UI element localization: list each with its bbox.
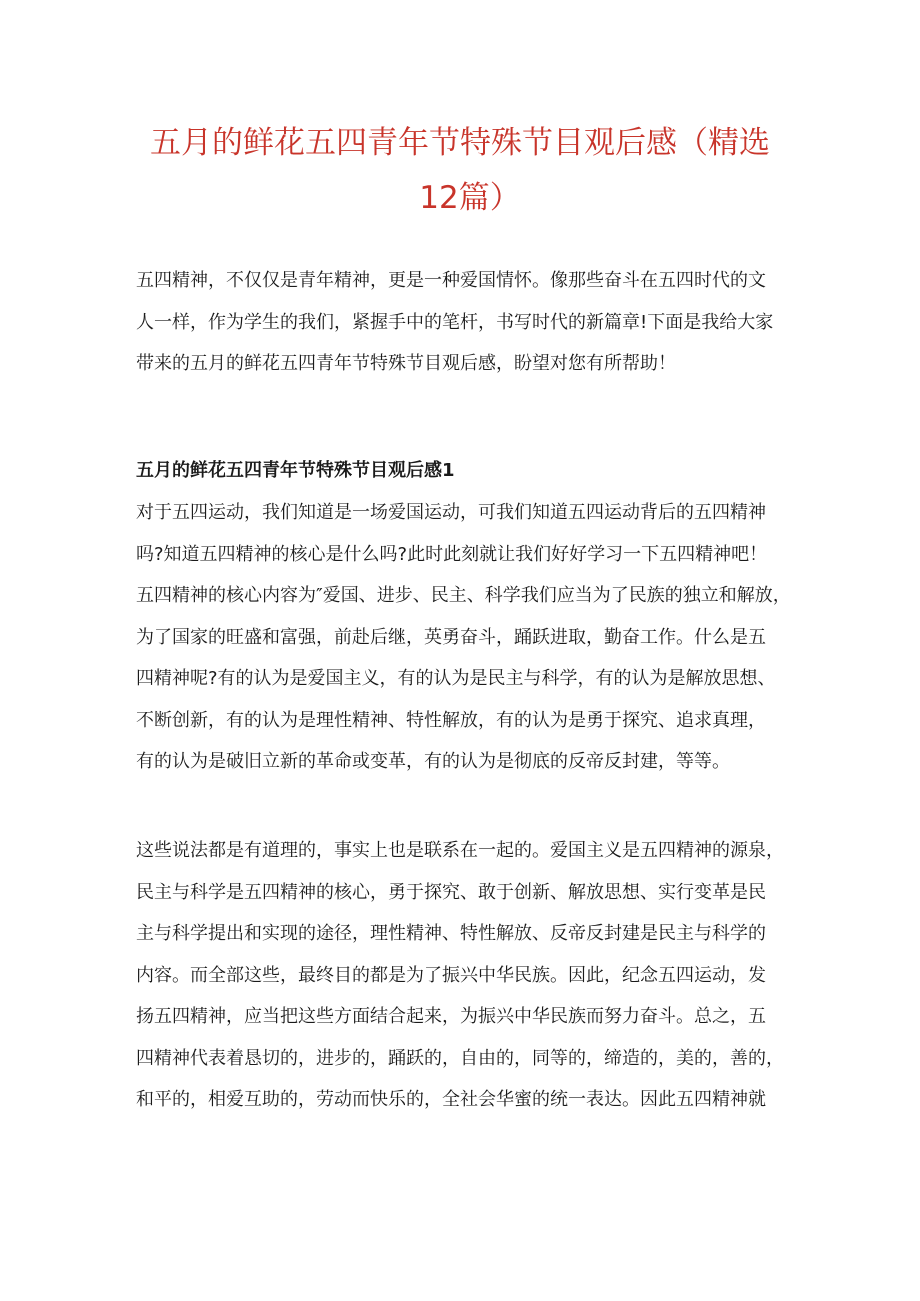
body-paragraph-1 xyxy=(136,492,796,783)
paragraph-line: 对于五四运动，我们知道是一场爱国运动，可我们知道五四运动背后的五四精神 xyxy=(136,502,766,523)
intro-paragraph xyxy=(136,260,796,385)
body-paragraph-2 xyxy=(136,830,796,1121)
intro-line: 人一样，作为学生的我们，紧握手中的笔杆，书写时代的新篇章!下面是我给大家 xyxy=(136,311,774,333)
paragraph-line: 扬五四精神，应当把这些方面结合起来，为振兴中华民族而努力奋斗。总之，五 xyxy=(136,1006,766,1027)
title-line-1: 五月的鲜花五四青年节特殊节目观后感（精选 xyxy=(150,125,770,161)
section-heading: 五月的鲜花五四青年节特殊节目观后感1 xyxy=(136,460,455,481)
paragraph-line: 为了国家的旺盛和富强，前赴后继，英勇奋斗，踊跃进取，勤奋工作。什么是五 xyxy=(136,626,766,648)
paragraph-line: 主与科学提出和实现的途径，理性精神、特性解放、反帝反封建是民主与科学的 xyxy=(136,923,766,944)
paragraph-line: 四精神代表着恳切的，进步的，踊跃的，自由的，同等的，缔造的，美的，善的， xyxy=(136,1047,784,1069)
paragraph-line: 这些说法都是有道理的，事实上也是联系在一起的。爱国主义是五四精神的源泉， xyxy=(136,840,784,861)
paragraph-line: 五四精神的核心内容为″爱国、进步、民主、科学我们应当为了民族的独立和解放， xyxy=(136,585,791,606)
paragraph-line: 有的认为是破旧立新的革命或变革，有的认为是彻底的反帝反封建，等等。 xyxy=(136,751,730,772)
paragraph-line: 和平的，相爱互助的，劳动而快乐的，全社会华蜜的统一表达。因此五四精神就 xyxy=(136,1089,766,1110)
intro-line: 带来的五月的鲜花五四青年节特殊节目观后感，盼望对您有所帮助！ xyxy=(136,353,676,374)
paragraph-line: 内容。而全部这些，最终目的都是为了振兴中华民族。因此，纪念五四运动，发 xyxy=(136,964,766,986)
document-title xyxy=(110,116,810,226)
title-line-2: 12篇） xyxy=(419,180,521,216)
paragraph-line: 不断创新，有的认为是理性精神、特性解放，有的认为是勇于探究、追求真理， xyxy=(136,709,766,731)
paragraph-line: 吗?知道五四精神的核心是什么吗?此时此刻就让我们好好学习一下五四精神吧！ xyxy=(136,543,768,565)
intro-line: 五四精神，不仅仅是青年精神，更是一种爱国情怀。像那些奋斗在五四时代的文 xyxy=(136,270,766,291)
paragraph-line: 四精神呢?有的认为是爱国主义，有的认为是民主与科学，有的认为是解放思想、 xyxy=(136,668,776,689)
paragraph-line: 民主与科学是五四精神的核心，勇于探究、敢于创新、解放思想、实行变革是民 xyxy=(136,881,766,903)
